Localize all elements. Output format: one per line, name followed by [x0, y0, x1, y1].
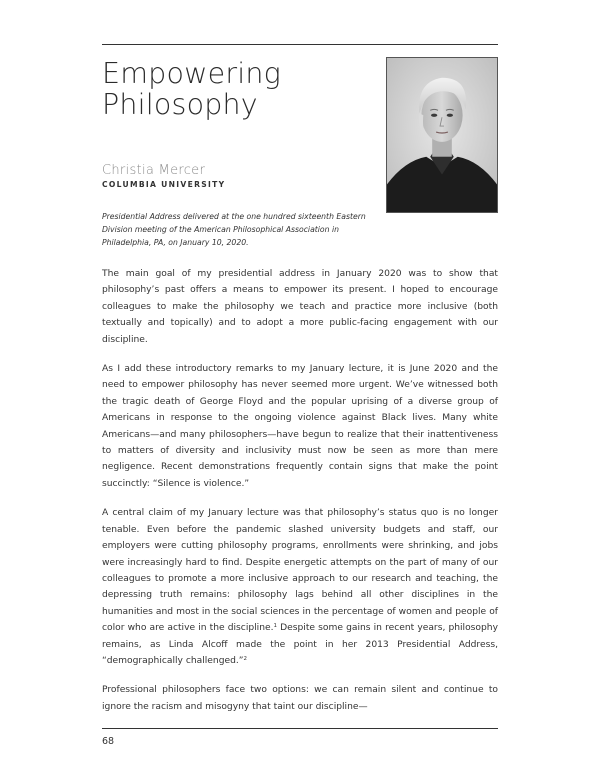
address-note: Presidential Address delivered at the one hundred sixteenth Eastern Division meeting of the American Philosophical Association in Philadelphia, PA, on January 10, 2020.	[102, 212, 366, 247]
author-name: Christia Mercer	[102, 163, 206, 178]
paragraph-3	[102, 505, 498, 669]
author-portrait	[386, 57, 498, 213]
bottom-rule	[102, 728, 498, 729]
author-affiliation: COLUMBIA UNIVERSITY	[102, 180, 226, 189]
paragraph-1: The main goal of my presidential address in January 2020 was to show that philosophy’s past offers a means to empower its present. I hoped to encourage colleagues to make the philosophy we teach and practice more inclusive (both textually and topically) and to adopt a more public-facing engagement with our discipline.	[102, 269, 498, 345]
footnote-ref-2: 2	[243, 655, 248, 662]
paragraph-2: As I add these introductory remarks to my January lecture, it is June 2020 and the need to empower philosophy has never seemed more urgent. We’ve witnessed both the tragic death of George Floyd and the popular uprising of a diverse group of Americans in response to the ongoing violence against Black lives. Many white Americans—and many philosophers—have begun to realize that their inattentiveness to matters of diversity and inclusivity must now be seen as more than mere negligence. Recent demonstrations frequently contain signs that make the point succinctly: “Silence is violence.”	[102, 364, 498, 489]
article-body	[102, 266, 498, 728]
footnote-ref-1: 1	[273, 623, 278, 630]
title-line-1: Empowering	[102, 57, 281, 90]
page-number: 68	[102, 736, 115, 747]
paragraph-3-part-1: A central claim of my January lecture was that philosophy’s status quo is no longer tenable. Even before the pandemic slashed university budgets and staff, our employers were cutting philosophy programs, enrollments were shrinking, and jobs were increasingly hard to find. Despite energetic attempts on the part of many of our colleagues to promote a more inclusive approach to our research and teaching, the depressing truth remains: philosophy lags behind all other disciplines in the humanities and most in the social sciences in the percentage of women and people of color who are active in the discipline.	[102, 508, 498, 634]
portrait-image	[387, 58, 497, 212]
paragraph-4: Professional philosophers face two options: we can remain silent and continue to ignore the racism and misogyny that taint our discipline—	[102, 685, 498, 712]
top-rule	[102, 44, 498, 45]
title-line-2: Philosophy	[102, 88, 258, 121]
paragraph-3-part-2: Despite some gains in recent years, philosophy remains, as Linda Alcoff made the point in her 2013 Presidential Address, “demographically challenged.”	[102, 623, 498, 666]
article-title	[102, 58, 372, 120]
